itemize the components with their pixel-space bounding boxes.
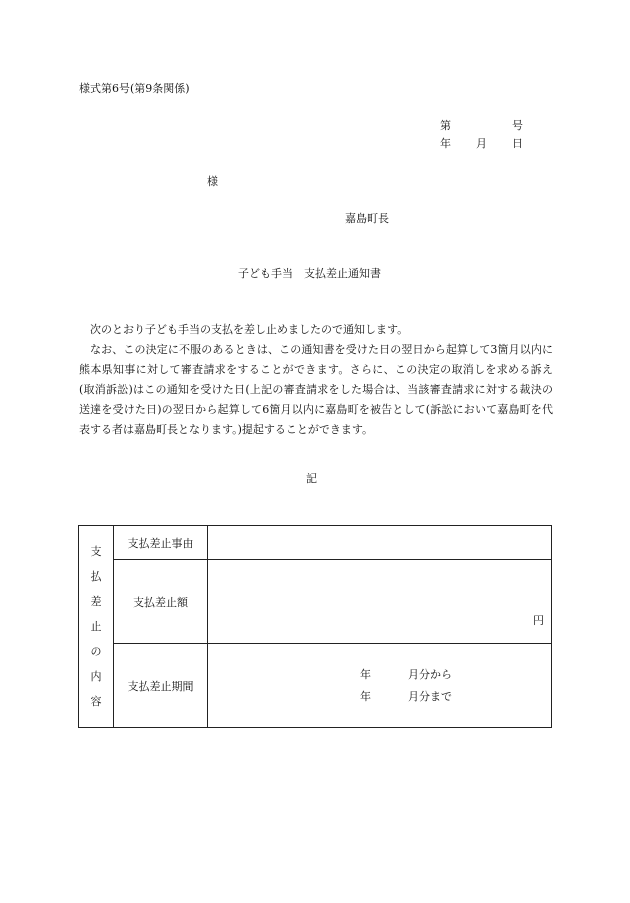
period-from: 年 月分から <box>360 668 452 681</box>
notice-body <box>79 320 553 440</box>
reason-value <box>208 526 552 560</box>
doc-number-go: 号 <box>512 119 523 132</box>
amount-label: 支払差止額 <box>114 560 208 644</box>
date-year: 年 <box>440 137 451 150</box>
period-value-cell <box>208 644 552 728</box>
addressee-sama: 様 <box>207 175 218 188</box>
date-month: 月 <box>476 137 487 150</box>
date-day: 日 <box>512 137 523 150</box>
issuer-name: 嘉島町長 <box>345 212 389 225</box>
form-number: 様式第6号(第9条関係) <box>79 82 190 95</box>
yen-unit: 円 <box>533 614 544 627</box>
amount-value-cell <box>208 560 552 644</box>
notice-paragraph-2: なお、この決定に不服のあるときは、この通知書を受けた日の翌日から起算して3箇月以内に熊本県知事に対して審査請求をすることができます。さらに、この決定の取消しを求める訴え(取消訴訟)はこの通知を受けた日(上記の審査請求をした場合は、当該審査請求に対する裁決の送達を受けた日)の翌日から起算して6箇月以内に嘉島町を被告として(訴訟において嘉島町を代表する者は嘉島町長となります。)提起することができます。 <box>79 343 553 436</box>
doc-number-dai: 第 <box>440 119 451 132</box>
ki-heading: 記 <box>306 472 317 485</box>
reason-label: 支払差止事由 <box>114 526 208 560</box>
table-row-amount <box>79 560 552 644</box>
stop-details-table <box>78 525 552 728</box>
period-label: 支払差止期間 <box>114 644 208 728</box>
table-row-period <box>79 644 552 728</box>
period-to: 年 月分まで <box>360 690 452 703</box>
table-side-label: 支 払 差 止 の 内 容 <box>79 526 114 728</box>
document-title: 子ども手当 支払差止通知書 <box>238 267 381 280</box>
notice-paragraph-1: 次のとおり子ども手当の支払を差し止めましたので通知します。 <box>90 323 409 336</box>
table-row-reason <box>79 526 552 560</box>
